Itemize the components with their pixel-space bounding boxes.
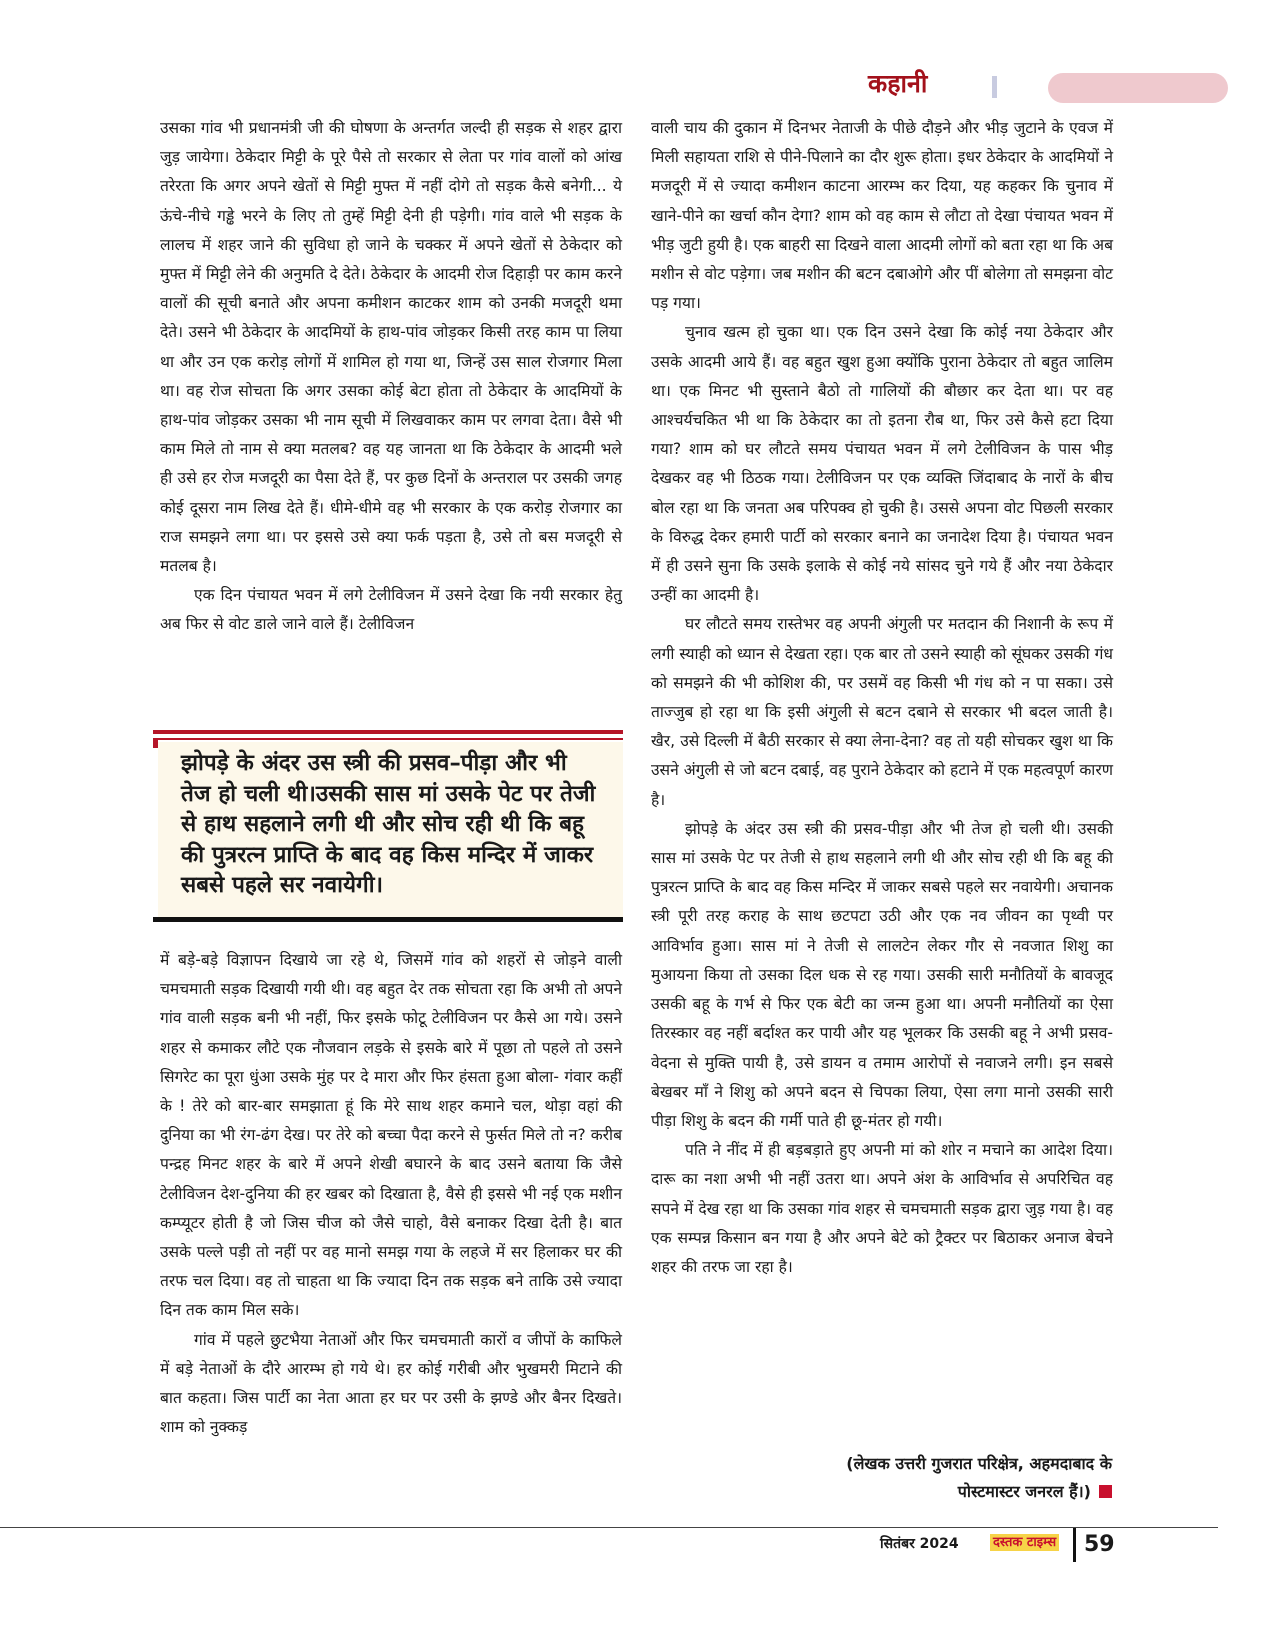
- pull-quote-text: झोपड़े के अंदर उस स्त्री की प्रसव–पीड़ा और भी तेज हो चली थी।उसकी सास मां उसके पेट पर तेजी से हाथ सहलाने लगी थी और सोच रही थी कि बहू की पुत्ररत्न प्राप्ति के बाद वह किस मन्दिर में जाकर सबसे पहले सर नवायेगी।: [181, 750, 596, 898]
- author-byline: [700, 1450, 1112, 1506]
- paragraph: गांव में पहले छुटभैया नेताओं और फिर चमचमाती कारों व जीपों के काफिले में बड़े नेताओं के दौरे आरम्भ हो गये थे। हर कोई गरीबी और भुखमरी मिटाने की बात कहता। जिस पार्टी का नेता आता हर घर पर उसी के झण्डे और बैनर दिखते। शाम को नुक्कड़: [160, 1330, 622, 1437]
- footer-rule: [0, 1527, 1218, 1528]
- paragraph: चुनाव खत्म हो चुका था। एक दिन उसने देखा कि कोई नया ठेकेदार और उसके आदमी आये हैं। वह बहुत खुश हुआ क्योंकि पुराना ठेकेदार तो बहुत जालिम था। एक मिनट भी सुस्ताने बैठो तो गालियों की बौछार कर देता था। पर वह आश्चर्यचकित भी था कि ठेकेदार का तो इतना रौब था, फिर उसे कैसे हटा दिया गया? शाम को घर लौटते समय पंचायत भवन में लगे टेलीविजन के पास भीड़ देखकर वह भी ठिठक गया। टेलीविजन पर एक व्यक्ति जिंदाबाद के नारों के बीच बोल रहा था कि जनता अब परिपक्व हो चुकी है। उससे अपना वोट पिछली सरकार के विरुद्ध देकर हमारी पार्टी को सरकार बनाने का जनादेश दिया है। पंचायत भवन में ही उसने सुना कि उसके इलाके से कोई नये सांसद चुने गये हैं और नया ठेकेदार उन्हीं का आदमी है।: [651, 323, 1113, 605]
- end-square-icon: [1099, 1485, 1112, 1498]
- paragraph: पति ने नींद में ही बड़बड़ाते हुए अपनी मां को शोर न मचाने का आदेश दिया। दारू का नशा अभी भी नहीं उतरा था। अपने अंश के आविर्भाव से अपरिचित वह सपने में देख रहा था कि उसका गांव शहर से चमचमाती सड़क द्वारा जुड़ गया है। वह एक सम्पन्न किसान बन गया है और अपने बेटे को ट्रैक्टर पर बिठाकर अनाज बेचने शहर की तरफ जा रहा है।: [651, 1141, 1113, 1276]
- paragraph: झोपड़े के अंदर उस स्त्री की प्रसव-पीड़ा और भी तेज हो चली थी। उसकी सास मां उसके पेट पर तेजी से हाथ सहलाने लगी थी और सोच रही थी कि बहू की पुत्ररत्न प्राप्ति के बाद वह किस मन्दिर में जाकर सबसे पहले सर नवायेगी। अचानक स्त्री पूरी तरह कराह के साथ छटपटा उठी और एक नव जीवन का पृथ्वी पर आविर्भाव हुआ। सास मां ने तेजी से लालटेन लेकर गौर से नवजात शिशु का मुआयना किया तो उसका दिल धक से रह गया। उसकी सारी मनौतियों के बावजूद उसकी बहू के गर्भ से फिर एक बेटी का जन्म हुआ था। अपनी मनौतियों का ऐसा तिरस्कार वह नहीं बर्दाश्त कर पायी और यह भूलकर कि उसकी बहू ने अभी प्रसव-वेदना से मुक्ति पायी है, उसे डायन व तमाम आरोपों से नवाजने लगी। इन सबसे बेखबर माँ ने शिशु को अपने बदन से चिपका लिया, ऐसा लगा मानो उसकी सारी पीड़ा शिशु के बदन की गर्मी पाते ही छू-मंतर हो गयी।: [651, 819, 1113, 1130]
- section-divider: [992, 76, 997, 98]
- paragraph: एक दिन पंचायत भवन में लगे टेलीविजन में उसने देखा कि नयी सरकार हेतु अब फिर से वोट डाले जाने वाले हैं। टेलीविजन: [160, 586, 622, 634]
- publication-logo: दस्तक टाइम्स: [990, 1534, 1059, 1551]
- paragraph: में बड़े-बड़े विज्ञापन दिखाये जा रहे थे, जिसमें गांव को शहरों से जोड़ने वाली चमचमाती सड़क दिखायी गयी थी। वह बहुत देर तक सोचता रहा कि अभी तो अपने गांव वाली सड़क बनी भी नहीं, फिर इसके फोटू टेलीविजन पर कैसे आ गये। उसने शहर से कमाकर लौटे एक नौजवान लड़के से इसके बारे में पूछा तो पहले तो उसने सिगरेट का पूरा धुंआ उसके मुंह पर दे मारा और फिर हंसता हुआ बोला- गंवार कहीं के ! तेरे को बार-बार समझाता हूं कि मेरे साथ शहर कमाने चल, थोड़ा वहां की दुनिया का भी रंग-ढंग देख। पर तेरे को बच्चा पैदा करने से फुर्सत मिले तो न? करीब पन्द्रह मिनट शहर के बारे में अपने शेखी बघारने के बाद उसने बताया कि जैसे टेलीविजन देश-दुनिया की हर खबर को दिखाता है, वैसे ही इससे भी नई एक मशीन कम्प्यूटर होती है जो जिस चीज को जैसे चाहो, वैसे बनाकर दिखा देती है। बात उसके पल्ले पड़ी तो नहीं पर वह मानो समझ गया के लहजे में सर हिलाकर घर की तरफ चल दिया। वह तो चाहता था कि ज्यादा दिन तक सड़क बने ताकि उसे ज्यादा दिन तक काम मिल सके।: [160, 951, 622, 1320]
- section-label: कहानी: [868, 69, 928, 98]
- byline-line-2-wrap: [700, 1478, 1112, 1506]
- byline-line-2: पोस्टमास्टर जनरल हैं।): [957, 1482, 1091, 1501]
- pull-quote: [153, 730, 623, 925]
- pull-quote-top-rule: [153, 730, 623, 734]
- page-number: 59: [1084, 1532, 1115, 1557]
- footer-divider: [1073, 1528, 1076, 1562]
- byline-line-1: (लेखक उत्तरी गुजरात परिक्षेत्र, अहमदाबाद के: [846, 1454, 1112, 1473]
- paragraph: उसका गांव भी प्रधानमंत्री जी की घोषणा के अन्तर्गत जल्दी ही सड़क से शहर द्वारा जुड़ जायेगा। ठेकेदार मिट्टी के पूरे पैसे तो सरकार से लेता पर गांव वालों को आंख तरेरता कि अगर अपने खेतों से मिट्टी मुफ्त में नहीं दोगे तो सड़क कैसे बनेगी... ये ऊंचे-नीचे गड्ढे भरने के लिए तो तुम्हें मिट्टी देनी ही पड़ेगी। गांव वाले भी सड़क के लालच में शहर जाने की सुविधा हो जाने के चक्कर में अपने खेतों से ठेकेदार को मुफ्त में मिट्टी लेने की अनुमति दे देते। ठेकेदार के आदमी रोज दिहाड़ी पर काम करने वालों की सूची बनाते और अपना कमीशन काटकर शाम को उनकी मजदूरी थमा देते। उसने भी ठेकेदार के आदमियों के हाथ-पांव जोड़कर किसी तरह काम पा लिया था और उन एक करोड़ लोगों में शामिल हो गया था, जिन्हें उस साल रोजगार मिला था। वह रोज सोचता कि अगर उसका कोई बेटा होता तो ठेकेदार के आदमियों के हाथ-पांव जोड़कर उसका भी नाम सूची में लिखवाकर काम पर लगवा देता। वैसे भी काम मिले तो नाम से क्या मतलब? वह यह जानता था कि ठेकेदार के आदमी भले ही उसे हर रोज मजदूरी का पैसा देते हैं, पर कुछ दिनों के अन्तराल पर उसकी जगह कोई दूसरा नाम लिख देते हैं। धीमे-धीमे वह भी सरकार के एक करोड़ रोजगार का राज समझने लगा था। पर इससे उसे क्या फर्क पड़ता है, उसे तो बस मजदूरी से मतलब है।: [160, 119, 622, 576]
- article-column-left-bottom: [160, 946, 622, 1442]
- section-pill-decoration: [1048, 73, 1228, 103]
- article-column-right: [651, 114, 1113, 1282]
- issue-date: सितंबर 2024: [880, 1536, 959, 1552]
- pull-quote-bottom-rule: [153, 917, 623, 922]
- article-column-left-top: [160, 114, 622, 640]
- paragraph: घर लौटते समय रास्तेभर वह अपनी अंगुली पर मतदान की निशानी के रूप में लगी स्याही को ध्यान से देखता रहा। एक बार तो उसने स्याही को सूंघकर उसकी गंध को समझने की भी कोशिश की, पर उसमें वह किसी भी गंध को न पा सका। उसे ताज्जुब हो रहा था कि इसी अंगुली से बटन दबाने से सरकार भी बदल जाती है। खैर, उसे दिल्ली में बैठी सरकार से क्या लेना-देना? वह तो यही सोचकर खुश था कि उसने अंगुली से जो बटन दबाई, वह पुराने ठेकेदार को हटाने में एक महत्वपूर्ण कारण है।: [651, 615, 1113, 809]
- paragraph: वाली चाय की दुकान में दिनभर नेताजी के पीछे दौड़ने और भीड़ जुटाने के एवज में मिली सहायता राशि से पीने-पिलाने का दौर शुरू होता। इधर ठेकेदार के आदमियों ने मजदूरी में से ज्यादा कमीशन काटना आरम्भ कर दिया, यह कहकर कि चुनाव में खाने-पीने का खर्चा कौन देगा? शाम को वह काम से लौटा तो देखा पंचायत भवन में भीड़ जुटी हुयी है। एक बाहरी सा दिखने वाला आदमी लोगों को बता रहा था कि अब मशीन से वोट पड़ेगा। जब मशीन की बटन दबाओगे और पीं बोलेगा तो समझना वोट पड़ गया।: [651, 119, 1113, 313]
- pull-quote-top-rule-thin: [153, 738, 623, 740]
